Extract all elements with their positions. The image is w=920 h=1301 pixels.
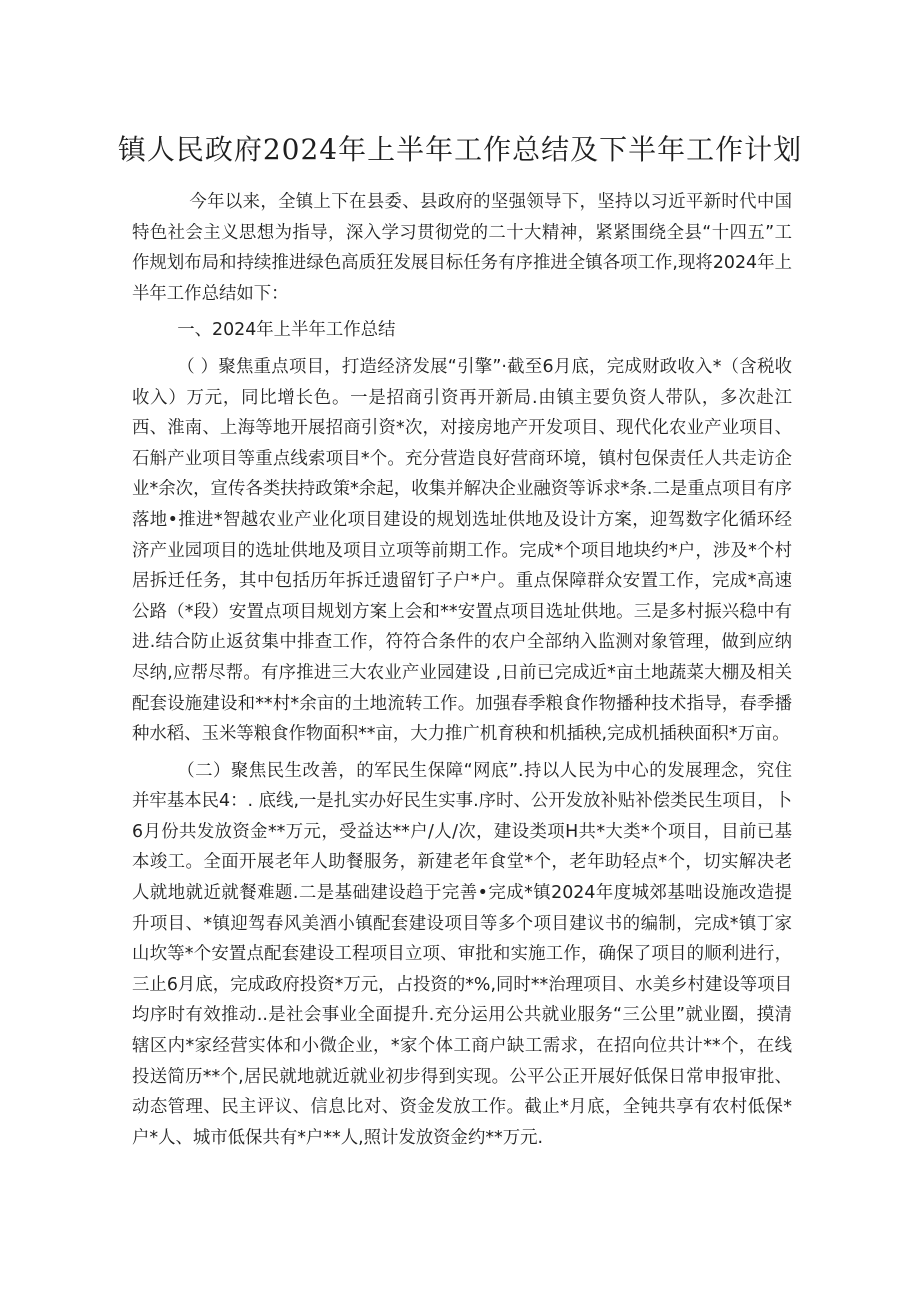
section-heading: 一、2024年上半年工作总结 bbox=[177, 320, 396, 341]
document-body bbox=[132, 187, 792, 1159]
document-title: 镇人民政府2024年上半年工作总结及下半年工作计划 bbox=[117, 133, 803, 166]
intro-paragraph: 今年以来，全镇上下在县委、县政府的坚强领导下，坚持以习近平新时代中国特色社会主义思想为指导，深入学习贯彻党的二十大精神，紧紧围绕全县“十四五”工作规划布局和持续推进绿色高质狂发展目标任务有序推进全镇各项工作,现将2024年上半年工作总结如下： bbox=[132, 192, 792, 304]
paragraph-2: （二）聚焦民生改善，的军民生保障“网底”.持以人民为中心的发展理念，究住并牢基本民4：. 底线,一是扎实办好民生实事.序时、公开发放补贴补偿类民生项目，卜6月份共发放资金**万元，受益达**户/人/次，建设类项H共*大类*个项目，目前已基本竣工。全面开展老年人助餐服务，新建老年食堂*个，老年助轻点*个，切实解决老人就地就近就餐难题.二是基础建设趋于完善•完成*镇2024年度城郊基咄设施改造提升项目、*镇迎驾春风美酒小镇配套建设项目等多个项目建议书的编制，完成*镇丁家山坎等*个安置点配套建设工程项目立项、审批和实施工作，确保了项目的顺利进行，三止6月底，完成政府投资*万元，占投资的*%,同时**治理项目、水美乡村建设等项目均序时有效推动..是社会事业全面提升.充分运用公共就业服务“三公里”就业圈，摸清辖区内*家经营实体和小微企业，*家个体工商户缺工需求，在招向位共计**个，在线投送简历**个,居民就地就近就业初步得到实现。公平公正开展好低保日常申报审批、动态管理、民主评议、信息比对、资金发放工作。截止*月底，全钝共享有农村低保*户*人、城市低保共有*户**人,照计发放资金约**万元. bbox=[132, 760, 792, 1148]
paragraph-1: （ ）聚焦重点项目，打造经济发展“引擎”·截至6月底，完成财政收入*（含税收收入）万元，同比增长色。一是招商引资再开新局.由镇主要负资人带队，多次赴江西、淮南、上海等地开展招商引资*次，对接房地产开发项目、现代化农业产业项目、石斛产业项目等重点线索项目*个。充分营造良好营商环境，镇村包保责任人共走访企业*余次，宣传各类扶持政策*余起，收集并解决企业融资等诉求*条.二是重点项目有序落地•推进*智越农业产业化项目建设的规划选址供地及设计方案，迎驾数字化循环经济产业园项目的选址供地及项目立项等前期工作。完成*个项目地块约*户，涉及*个村居拆迁任务，其中包括历年拆迁遗留钉子户*户。重点保障群众安置工作，完成*高速公路（*段）安置点项目规划方案上会和**安置点项目选址供地。三是多村振兴稳中有进.结合防止返贫集中排查工作，符符合条件的农户全部纳入监测对象管理，做到应纳尽纳,应帮尽帮。有序推进三大农业产业园建设 ,日前已完成近*亩土地蔬菜大棚及相关配套设施建设和**村*余亩的土地流转工作。加强春季粮食作物播种技术指导，春季播种水稻、玉米等粮食作物面积**亩，大力推广机育秧和机插秧,完成机插秧面积*万亩。 bbox=[132, 356, 792, 745]
